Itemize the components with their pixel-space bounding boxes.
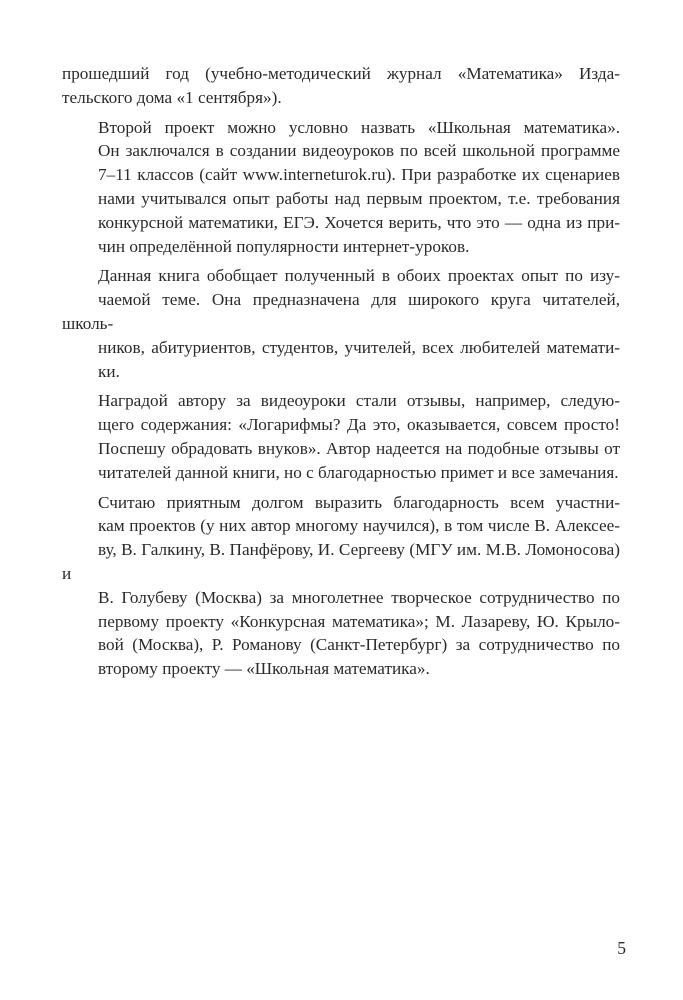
paragraph-2 bbox=[62, 116, 620, 259]
text-line: 7–11 классов (сайт www.interneturok.ru). При разработке их сценариев bbox=[98, 165, 620, 185]
text-line: ву, В. Галкину, В. Панфёрову, И. Сергееву (МГУ им. М.В. Ломоносова) и bbox=[62, 540, 620, 583]
text-line: конкурсной математики, ЕГЭ. Хочется верить, что это — одна из при- bbox=[98, 212, 620, 232]
paragraph-4 bbox=[62, 389, 620, 484]
paragraph-1 bbox=[62, 62, 620, 110]
text-line: чин определённой популярности интернет-уроков. bbox=[98, 236, 470, 256]
text-line: Второй проект можно условно назвать «Школьная математика». bbox=[98, 117, 620, 137]
text-line: чаемой теме. Она предназначена для широкого круга читателей, школь- bbox=[62, 290, 620, 333]
text-line: Данная книга обобщает полученный в обоих проектах опыт по изу- bbox=[98, 266, 620, 286]
text-line: Поспешу обрадовать внуков». Автор надеется на подобные отзывы от bbox=[98, 438, 620, 458]
text-line: щего содержания: «Логарифмы? Да это, оказывается, совсем просто! bbox=[98, 415, 620, 435]
text-line: Он заключался в создании видеоуроков по всей школьной программе bbox=[98, 141, 620, 161]
text-line: вой (Москва), Р. Романову (Санкт-Петербург) за сотрудничество по bbox=[98, 635, 620, 655]
text-line: ки. bbox=[98, 361, 120, 381]
text-line: нами учитывался опыт работы над первым проектом, т.е. требования bbox=[98, 188, 620, 208]
page-body bbox=[62, 62, 620, 687]
text-line: читателей данной книги, но с благодарностью примет и все замечания. bbox=[98, 462, 619, 482]
text-line: второму проекту — «Школьная математика». bbox=[98, 659, 430, 679]
text-line: ников, абитуриентов, студентов, учителей, всех любителей математи- bbox=[98, 337, 620, 357]
paragraph-3 bbox=[62, 264, 620, 383]
page-number: 5 bbox=[617, 938, 626, 958]
text-line: тельского дома «1 сентября»). bbox=[62, 87, 282, 107]
text-line: первому проекту «Конкурсная математика»; М. Лазареву, Ю. Крыло- bbox=[98, 611, 620, 631]
text-line: прошедший год (учебно-методический журнал «Математика» Изда- bbox=[62, 64, 620, 83]
text-line: Считаю приятным долгом выразить благодарность всем участни- bbox=[98, 492, 620, 512]
text-line: Наградой автору за видеоуроки стали отзывы, например, следую- bbox=[98, 391, 620, 411]
paragraph-5 bbox=[62, 491, 620, 681]
text-line: кам проектов (у них автор многому научился), в том числе В. Алексее- bbox=[98, 516, 620, 536]
text-line: В. Голубеву (Москва) за многолетнее творческое сотрудничество по bbox=[98, 587, 620, 607]
